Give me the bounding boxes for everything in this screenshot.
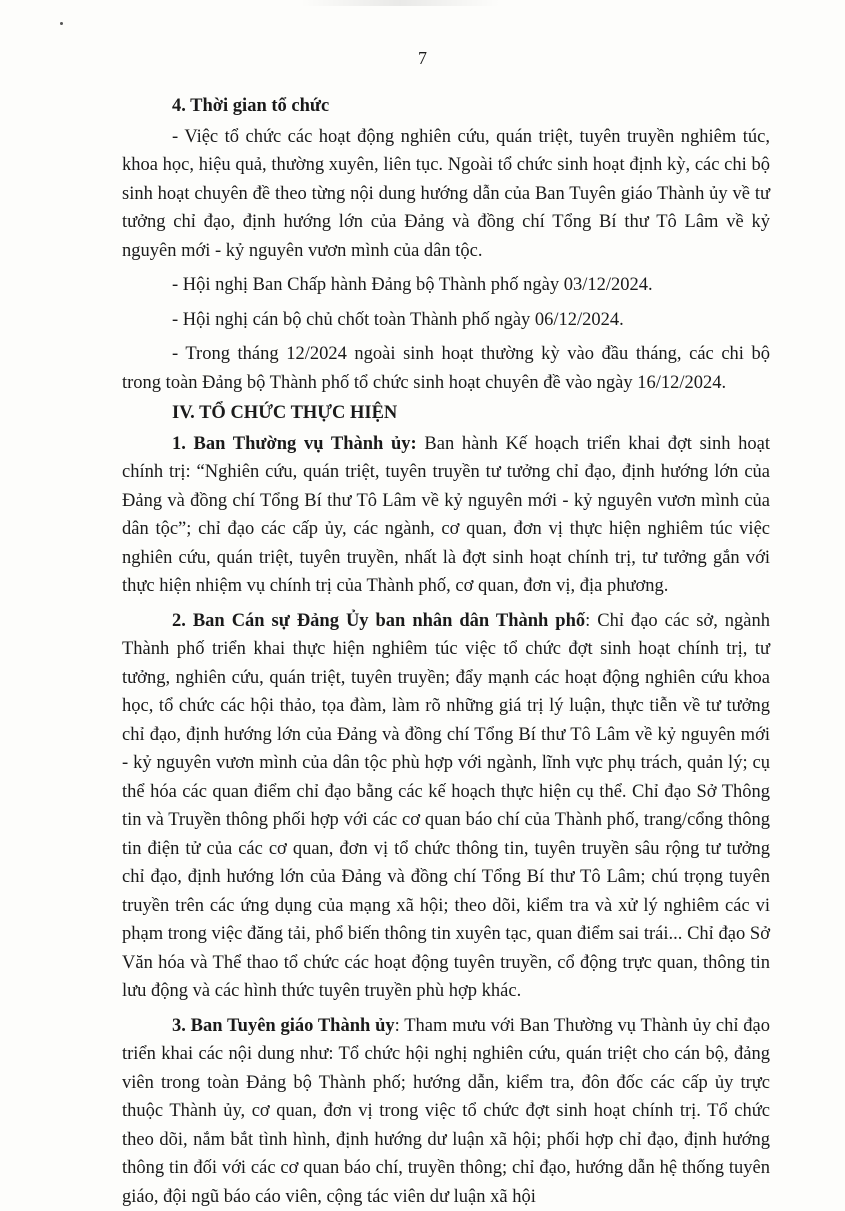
section-iv-heading: IV. TỔ CHỨC THỰC HIỆN <box>122 399 770 428</box>
section-4-heading: 4. Thời gian tổ chức <box>122 92 770 121</box>
scan-dot <box>60 22 63 25</box>
item-3-text: : Tham mưu với Ban Thường vụ Thành ủy chỉ đạo triển khai các nội dung như: Tổ chức hội nghị nghiên cứu, quán triệt cho cán bộ, đảng viên trong toàn Đảng bộ Thành phố; hướng dẫn, kiểm tra, đôn đốc các cấp ủy trực thuộc Thành ủy, cơ quan, đơn vị trong việc tổ chức đợt sinh hoạt chính trị. Tổ chức theo dõi, nắm bắt tình hình, định hướng dư luận xã hội; phối hợp chỉ đạo, định hướng thông tin đối với các cơ quan báo chí, truyền thông; chỉ đạo, hướng dẫn hệ thống tuyên giáo, đội ngũ báo cáo viên, cộng tác viên dư luận xã hội <box>122 1016 770 1207</box>
item-1-text: Ban hành Kế hoạch triển khai đợt sinh hoạt chính trị: “Nghiên cứu, quán triệt, tuyên truyền tư tưởng chỉ đạo, định hướng lớn của Đảng và đồng chí Tổng Bí thư Tô Lâm về kỷ nguyên mới - kỷ nguyên vươn mình của dân tộc”; chỉ đạo các cấp ủy, các ngành, cơ quan, đơn vị thực hiện nghiêm túc việc nghiên cứu, quán triệt, tuyên truyền, nhất là đợt sinh hoạt chính trị, tư tưởng gắn với thực hiện nhiệm vụ chính trị của Thành phố, cơ quan, đơn vị, địa phương. <box>122 434 770 597</box>
section-4-paragraph: - Trong tháng 12/2024 ngoài sinh hoạt thường kỳ vào đầu tháng, các chi bộ trong toàn Đảng bộ Thành phố tổ chức sinh hoạt chuyên đề vào ngày 16/12/2024. <box>122 340 770 397</box>
page-number: 7 <box>0 48 845 69</box>
item-1-lead: 1. Ban Thường vụ Thành ủy: <box>172 434 417 454</box>
scan-smudge <box>300 0 500 6</box>
section-4-paragraph: - Hội nghị cán bộ chủ chốt toàn Thành phố ngày 06/12/2024. <box>122 306 770 335</box>
item-2-lead: 2. Ban Cán sự Đảng Ủy ban nhân dân Thành phố <box>172 611 585 631</box>
section-iv-item-3 <box>122 1012 770 1211</box>
document-body <box>122 92 770 1211</box>
item-3-lead: 3. Ban Tuyên giáo Thành ủy <box>172 1016 395 1036</box>
section-4-paragraph: - Việc tổ chức các hoạt động nghiên cứu, quán triệt, tuyên truyền nghiêm túc, khoa học, hiệu quả, thường xuyên, liên tục. Ngoài tổ chức sinh hoạt định kỳ, các chi bộ sinh hoạt chuyên đề theo từng nội dung hướng dẫn của Ban Tuyên giáo Thành ủy về tư tưởng chỉ đạo, định hướng lớn của Đảng và đồng chí Tổng Bí thư Tô Lâm về kỷ nguyên mới - kỷ nguyên vươn mình của dân tộc. <box>122 123 770 266</box>
section-iv-item-2 <box>122 607 770 1006</box>
item-2-text: : Chỉ đạo các sở, ngành Thành phố triển khai thực hiện nghiêm túc việc tổ chức đợt sinh hoạt chính trị, tư tưởng, nghiên cứu, quán triệt, tuyên truyền; đẩy mạnh các hoạt động nghiên cứu khoa học, tổ chức các hội thảo, tọa đàm, làm rõ những giá trị lý luận, thực tiễn về tư tưởng chỉ đạo, định hướng lớn của Đảng và đồng chí Tổng Bí thư Tô Lâm về kỷ nguyên mới - kỷ nguyên vươn mình của dân tộc phù hợp với ngành, lĩnh vực phụ trách, quản lý; cụ thể hóa các quan điểm chỉ đạo bằng các kế hoạch thực hiện cụ thể. Chỉ đạo Sở Thông tin và Truyền thông phối hợp với các cơ quan báo chí của Thành phố, trang/cổng thông tin điện tử của các cơ quan, đơn vị tổ chức thông tin, tuyên truyền sâu rộng tư tưởng chỉ đạo, định hướng lớn của Đảng và đồng chí Tổng Bí thư Tô Lâm; chú trọng tuyên truyền trên các ứng dụng của mạng xã hội; theo dõi, kiểm tra và xử lý nghiêm các vi phạm trong việc đăng tải, phổ biến thông tin xuyên tạc, quan điểm sai trái... Chỉ đạo Sở Văn hóa và Thể thao tổ chức các hoạt động tuyên truyền, cổ động trực quan, thông tin lưu động và các hình thức tuyên truyền phù hợp khác. <box>122 611 770 1002</box>
section-4-paragraph: - Hội nghị Ban Chấp hành Đảng bộ Thành phố ngày 03/12/2024. <box>122 271 770 300</box>
section-iv-item-1 <box>122 430 770 601</box>
